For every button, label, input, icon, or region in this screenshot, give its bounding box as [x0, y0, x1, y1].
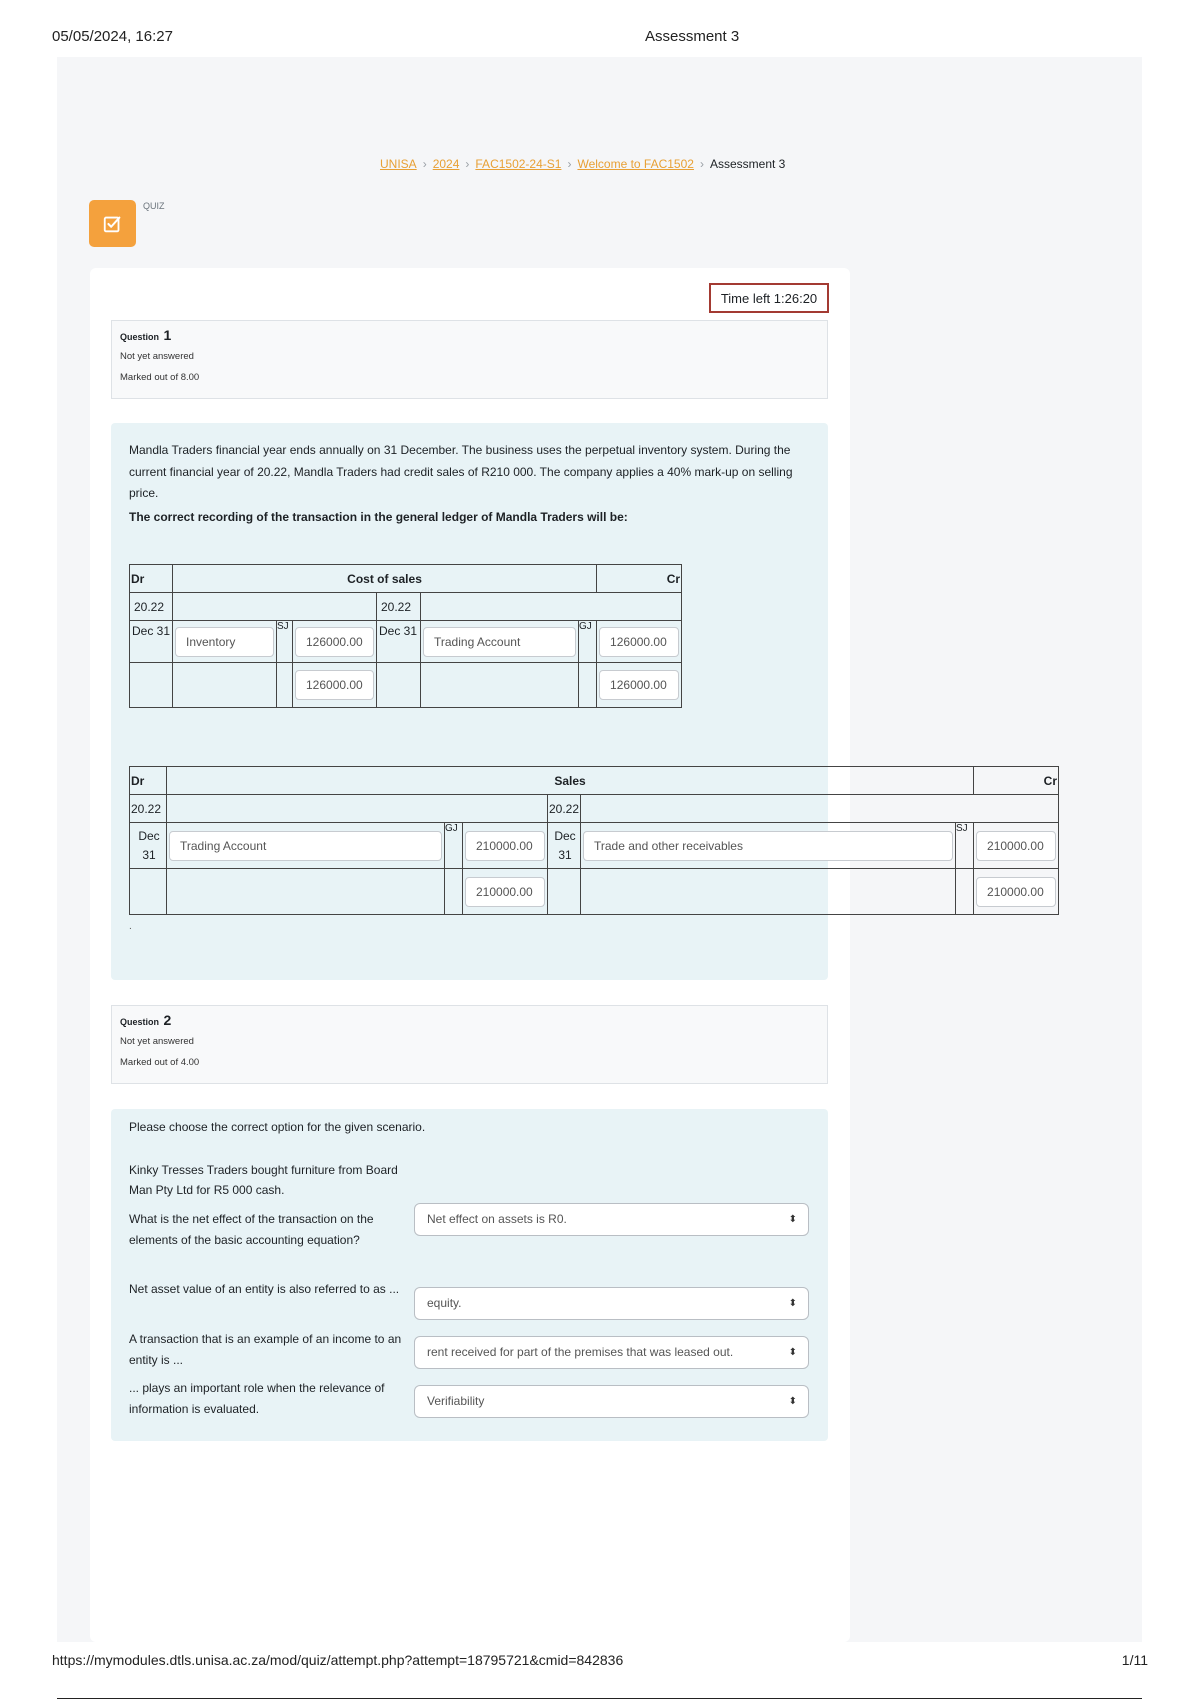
ledger-empty-cell: [581, 795, 1059, 823]
ledger-cell: [974, 869, 1059, 915]
ledger-cr-label: Cr: [974, 767, 1059, 795]
chevron-right-icon: ›: [422, 157, 427, 171]
ledger-empty-cell: [167, 869, 445, 915]
quiz-timer: Time left 1:26:20: [709, 283, 829, 313]
ledger-cell: [597, 621, 682, 663]
question-1-number: Question 1: [120, 327, 172, 343]
checkbox-edit-icon: [102, 213, 124, 235]
answer-input-account[interactable]: Inventory: [175, 627, 274, 657]
print-header: [52, 28, 1148, 48]
answer-input-amount[interactable]: 210000.00: [976, 831, 1056, 861]
answer-select-3[interactable]: [414, 1336, 809, 1369]
ledger-cell: [463, 823, 548, 869]
chevron-right-icon: ›: [699, 157, 704, 171]
ledger-date-left: Dec 31: [130, 823, 167, 869]
ledger-cell: [974, 823, 1059, 869]
select-value: rent received for part of the premises that was leased out.: [427, 1345, 734, 1359]
ledger-title: Cost of sales: [173, 565, 597, 593]
question-2-row-label: Net asset value of an entity is also referred to as ...: [129, 1282, 400, 1296]
ledger-year-left: 20.22: [130, 593, 173, 621]
quiz-label: QUIZ: [143, 201, 165, 211]
print-date: 05/05/2024, 16:27: [52, 28, 173, 45]
ledger-empty-cell: [173, 593, 377, 621]
quiz-activity-icon: [89, 200, 136, 247]
ledger-cell: [293, 663, 377, 708]
answer-input-total[interactable]: 210000.00: [976, 877, 1056, 907]
chevron-right-icon: ›: [567, 157, 572, 171]
chevron-right-icon: ›: [465, 157, 470, 171]
answer-select-4[interactable]: [414, 1385, 809, 1418]
answer-input-amount[interactable]: 210000.00: [465, 831, 545, 861]
ledger-empty-cell: [173, 663, 277, 708]
question-2-row-label: A transaction that is an example of an income to an entity is ...: [129, 1332, 402, 1367]
ledger-cell: [581, 823, 956, 869]
answer-input-account[interactable]: Trading Account: [169, 831, 442, 861]
ledger-cell: [463, 869, 548, 915]
answer-input-amount[interactable]: 126000.00: [599, 627, 679, 657]
ledger-empty-cell: [130, 869, 167, 915]
answer-input-total[interactable]: 126000.00: [599, 670, 679, 700]
ledger-empty-cell: [421, 593, 682, 621]
breadcrumb-current: Assessment 3: [709, 157, 786, 171]
ledger-dr-label: Dr: [130, 767, 167, 795]
question-2-marks: Marked out of 4.00: [120, 1057, 200, 1068]
question-1-text: Mandla Traders financial year ends annually on 31 December. The business uses the perpetual inventory system. During the current financial year of 20.22, Mandla Traders had credit sales of R210 000. The company applies a 40% mark-up on selling price.: [129, 443, 793, 500]
ledger-empty-cell: [130, 663, 173, 708]
answer-input-total[interactable]: 126000.00: [295, 670, 374, 700]
question-2-row-label: ... plays an important role when the relevance of information is evaluated.: [129, 1381, 385, 1416]
ledger-folio-right: GJ: [579, 621, 597, 663]
select-value: Net effect on assets is R0.: [427, 1212, 567, 1226]
ledger-empty-cell: [167, 795, 548, 823]
answer-input-account[interactable]: Trade and other receivables: [583, 831, 953, 861]
ledger-folio-left: SJ: [277, 621, 293, 663]
ledger-cell: [421, 621, 579, 663]
print-title: Assessment 3: [645, 28, 740, 45]
question-2-state: Not yet answered: [120, 1036, 194, 1047]
breadcrumb-welcome[interactable]: Welcome to FAC1502: [577, 157, 694, 171]
select-arrows-icon: ⬍: [788, 1214, 797, 1225]
ledger-empty-cell: [445, 869, 463, 915]
ledger-year-right: 20.22: [377, 593, 421, 621]
breadcrumb-2024[interactable]: 2024: [432, 157, 460, 171]
ledger-date-right: Dec 31: [548, 823, 581, 869]
ledger-empty-cell: [579, 663, 597, 708]
ledger-cell: [293, 621, 377, 663]
question-1-prompt: The correct recording of the transaction in the general ledger of Mandla Traders will be:: [129, 510, 628, 524]
question-2-info: [111, 1005, 828, 1084]
ledger-folio-left: GJ: [445, 823, 463, 869]
select-value: Verifiability: [427, 1394, 485, 1408]
ledger-date-right: Dec 31: [377, 621, 421, 663]
ledger-empty-cell: [956, 869, 974, 915]
ledger-date-left: Dec 31: [130, 621, 173, 663]
breadcrumb: [380, 157, 785, 171]
select-arrows-icon: ⬍: [788, 1347, 797, 1358]
select-arrows-icon: ⬍: [788, 1396, 797, 1407]
question-2-number: Question 2: [120, 1012, 172, 1028]
ledger-empty-cell: [277, 663, 293, 708]
answer-input-total[interactable]: 210000.00: [465, 877, 545, 907]
print-page-number: 1/11: [1121, 1652, 1148, 1668]
ledger-cell: [173, 621, 277, 663]
question-1-info: [111, 320, 828, 399]
answer-select-1[interactable]: [414, 1203, 809, 1236]
answer-input-account[interactable]: Trading Account: [423, 627, 576, 657]
ledger-year-left: 20.22: [130, 795, 167, 823]
breadcrumb-unisa[interactable]: UNISA: [380, 157, 417, 171]
ledger-empty-cell: [548, 869, 581, 915]
question-2-intro: Please choose the correct option for the given scenario.: [129, 1120, 426, 1134]
question-2-row-label: What is the net effect of the transaction on the elements of the basic accounting equation?: [129, 1212, 374, 1247]
ledger-dr-label: Dr: [130, 565, 173, 593]
ledger-cell: [597, 663, 682, 708]
question-2-scenario: Kinky Tresses Traders bought furniture from Board Man Pty Ltd for R5 000 cash.: [129, 1163, 398, 1197]
ledger-cost-of-sales: [129, 564, 682, 708]
ledger-empty-cell: [377, 663, 421, 708]
ledger-empty-cell: [581, 869, 956, 915]
ledger-sales: [129, 766, 1059, 915]
select-arrows-icon: ⬍: [788, 1298, 797, 1309]
print-url: https://mymodules.dtls.unisa.ac.za/mod/quiz/attempt.php?attempt=18795721&cmid=842836: [52, 1652, 624, 1668]
ledger-cr-label: Cr: [597, 565, 682, 593]
select-value: equity.: [427, 1296, 462, 1310]
answer-input-amount[interactable]: 126000.00: [295, 627, 374, 657]
ledger-title: Sales: [167, 767, 974, 795]
ledger-folio-right: SJ: [956, 823, 974, 869]
question-1-marks: Marked out of 8.00: [120, 372, 200, 383]
trailing-mark: .: [129, 921, 132, 932]
breadcrumb-course[interactable]: FAC1502-24-S1: [475, 157, 562, 171]
answer-select-2[interactable]: [414, 1287, 809, 1320]
ledger-year-right: 20.22: [548, 795, 581, 823]
ledger-cell: [167, 823, 445, 869]
ledger-empty-cell: [421, 663, 579, 708]
question-1-state: Not yet answered: [120, 351, 194, 362]
footer-divider: [57, 1698, 1142, 1699]
